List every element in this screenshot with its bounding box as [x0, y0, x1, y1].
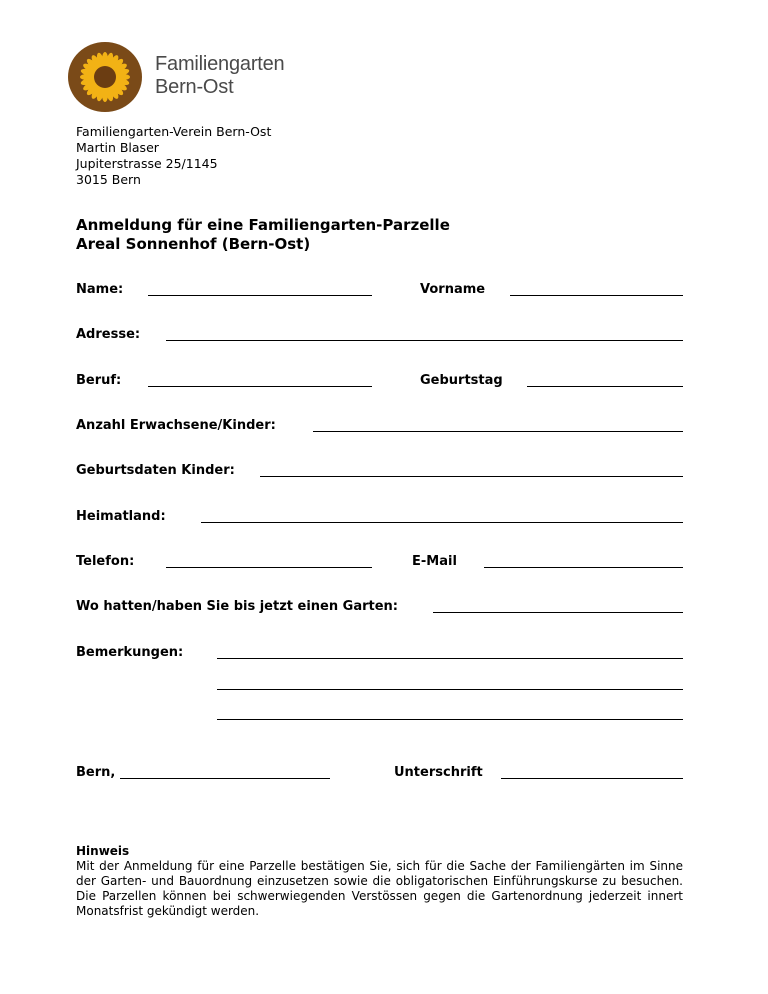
sunflower-logo-icon	[68, 41, 144, 113]
email-label: E-Mail	[412, 554, 457, 569]
adresse-label: Adresse:	[76, 327, 141, 342]
bern-label: Bern,	[76, 765, 116, 780]
sender-address	[76, 124, 271, 188]
geburtsdaten-label: Geburtsdaten Kinder:	[76, 463, 235, 478]
geburtstag-label: Geburtstag	[420, 373, 503, 388]
address-line: Jupiterstrasse 25/1145	[76, 156, 218, 171]
address-line: 3015 Bern	[76, 172, 141, 187]
garten-field[interactable]	[433, 612, 683, 613]
title-line1: Anmeldung für eine Familiengarten-Parzelle	[76, 216, 450, 234]
heimatland-label: Heimatland:	[76, 509, 166, 524]
adresse-field[interactable]	[166, 340, 683, 341]
anzahl-label: Anzahl Erwachsene/Kinder:	[76, 418, 276, 433]
logo	[68, 41, 288, 111]
heimatland-field[interactable]	[201, 522, 683, 523]
geburtsdaten-field[interactable]	[260, 476, 683, 477]
email-field[interactable]	[484, 567, 683, 568]
date-field[interactable]	[120, 778, 330, 779]
telefon-label: Telefon:	[76, 554, 135, 569]
bemerkungen-field-line2[interactable]	[217, 689, 683, 690]
telefon-field[interactable]	[166, 567, 372, 568]
anzahl-field[interactable]	[313, 431, 683, 432]
signature-field[interactable]	[501, 778, 683, 779]
vorname-field[interactable]	[510, 295, 683, 296]
hinweis-title: Hinweis	[76, 844, 130, 858]
bemerkungen-field-line3[interactable]	[217, 719, 683, 720]
address-line: Familiengarten-Verein Bern-Ost	[76, 124, 272, 139]
name-field[interactable]	[148, 295, 372, 296]
bemerkungen-field-line1[interactable]	[217, 658, 683, 659]
name-label: Name:	[76, 282, 124, 297]
title-line2: Areal Sonnenhof (Bern-Ost)	[76, 235, 311, 253]
form-title	[76, 216, 450, 254]
garten-label: Wo hatten/haben Sie bis jetzt einen Garten:	[76, 599, 398, 614]
vorname-label: Vorname	[420, 282, 486, 297]
hinweis-section	[76, 844, 683, 919]
hinweis-text: Mit der Anmeldung für eine Parzelle bestätigen Sie, sich für die Sache der Familiengärten im Sinne der Garten- und Bauordnung einzusetzen sowie die obligatorischen Einführungskurse zu besuchen. Die Parzellen können bei schwerwiegenden Verstössen gegen die Gartenordnung jederzeit innert Monatsfrist gekündigt werden.	[76, 859, 683, 918]
logo-text-line1: Familiengarten	[155, 53, 285, 75]
logo-text-line2: Bern-Ost	[155, 76, 234, 98]
beruf-field[interactable]	[148, 386, 372, 387]
address-line: Martin Blaser	[76, 140, 159, 155]
beruf-label: Beruf:	[76, 373, 122, 388]
unterschrift-label: Unterschrift	[394, 765, 483, 780]
bemerkungen-label: Bemerkungen:	[76, 645, 184, 660]
geburtstag-field[interactable]	[527, 386, 683, 387]
